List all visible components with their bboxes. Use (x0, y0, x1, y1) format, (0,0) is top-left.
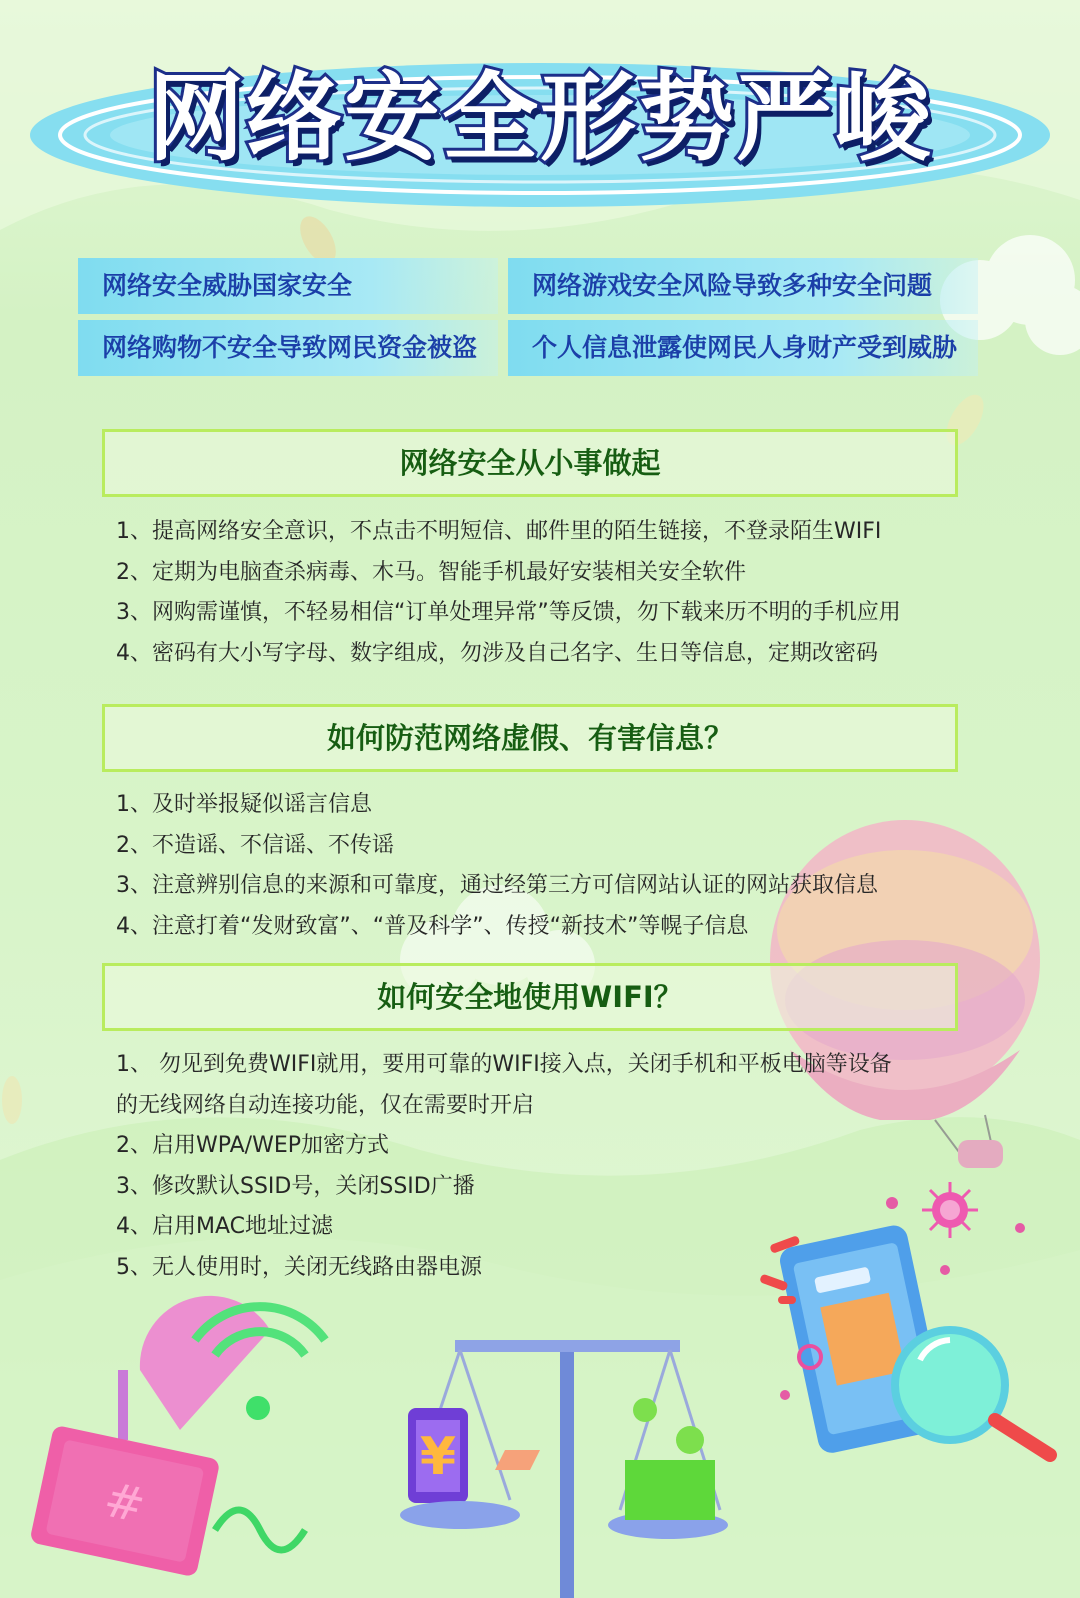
tips-list (116, 1045, 956, 1288)
list-item: 2、定期为电脑查杀病毒、木马。智能手机最好安装相关安全软件 (116, 559, 746, 585)
tips-list (116, 785, 956, 947)
list-item: 1、提高网络安全意识，不点击不明短信、邮件里的陌生链接，不登录陌生WIFI (116, 519, 882, 544)
tips-list (116, 512, 956, 674)
list-item: 3、注意辨别信息的来源和可靠度，通过经第三方可信网站认证的网站获取信息 (116, 873, 878, 898)
list-item: 3、网购需谨慎，不轻易相信“订单处理异常”等反馈，勿下载来历不明的手机应用 (116, 600, 901, 625)
list-item: 2、启用WPA/WEP加密方式 (116, 1133, 389, 1158)
section-heading: 网络安全从小事做起 (102, 429, 958, 497)
page-title: 网络安全形势严峻 (148, 62, 932, 174)
section-heading: 如何防范网络虚假、有害信息？ (102, 704, 958, 772)
threat-item: 网络安全威胁国家安全 (78, 258, 498, 314)
threat-item: 个人信息泄露使网民人身财产受到威胁 (508, 320, 978, 376)
list-item: 2、不造谣、不信谣、不传谣 (116, 832, 394, 858)
yuan-icon: ¥ (419, 1427, 457, 1487)
threat-item: 网络购物不安全导致网民资金被盗 (78, 320, 498, 376)
list-item: 1、及时举报疑似谣言信息 (116, 792, 372, 817)
list-item: 1、 勿见到免费WIFI就用，要用可靠的WIFI接入点，关闭手机和平板电脑等设备 (116, 1052, 892, 1077)
list-item: 3、修改默认SSID号，关闭SSID广播 (116, 1173, 475, 1199)
svg-text:#: # (98, 1471, 150, 1535)
list-item: 的无线网络自动连接功能，仅在需要时开启 (116, 1092, 535, 1118)
list-item: 4、注意打着“发财致富”、“普及科学”、传授“新技术”等幌子信息 (116, 913, 749, 939)
section-heading: 如何安全地使用WIFI？ (102, 963, 958, 1031)
list-item: 5、无人使用时，关闭无线路由器电源 (116, 1254, 482, 1280)
list-item: 4、密码有大小写字母、数字组成，勿涉及自己名字、生日等信息，定期改密码 (116, 640, 878, 666)
threat-item: 网络游戏安全风险导致多种安全问题 (508, 258, 978, 314)
list-item: 4、启用MAC地址过滤 (116, 1214, 334, 1239)
